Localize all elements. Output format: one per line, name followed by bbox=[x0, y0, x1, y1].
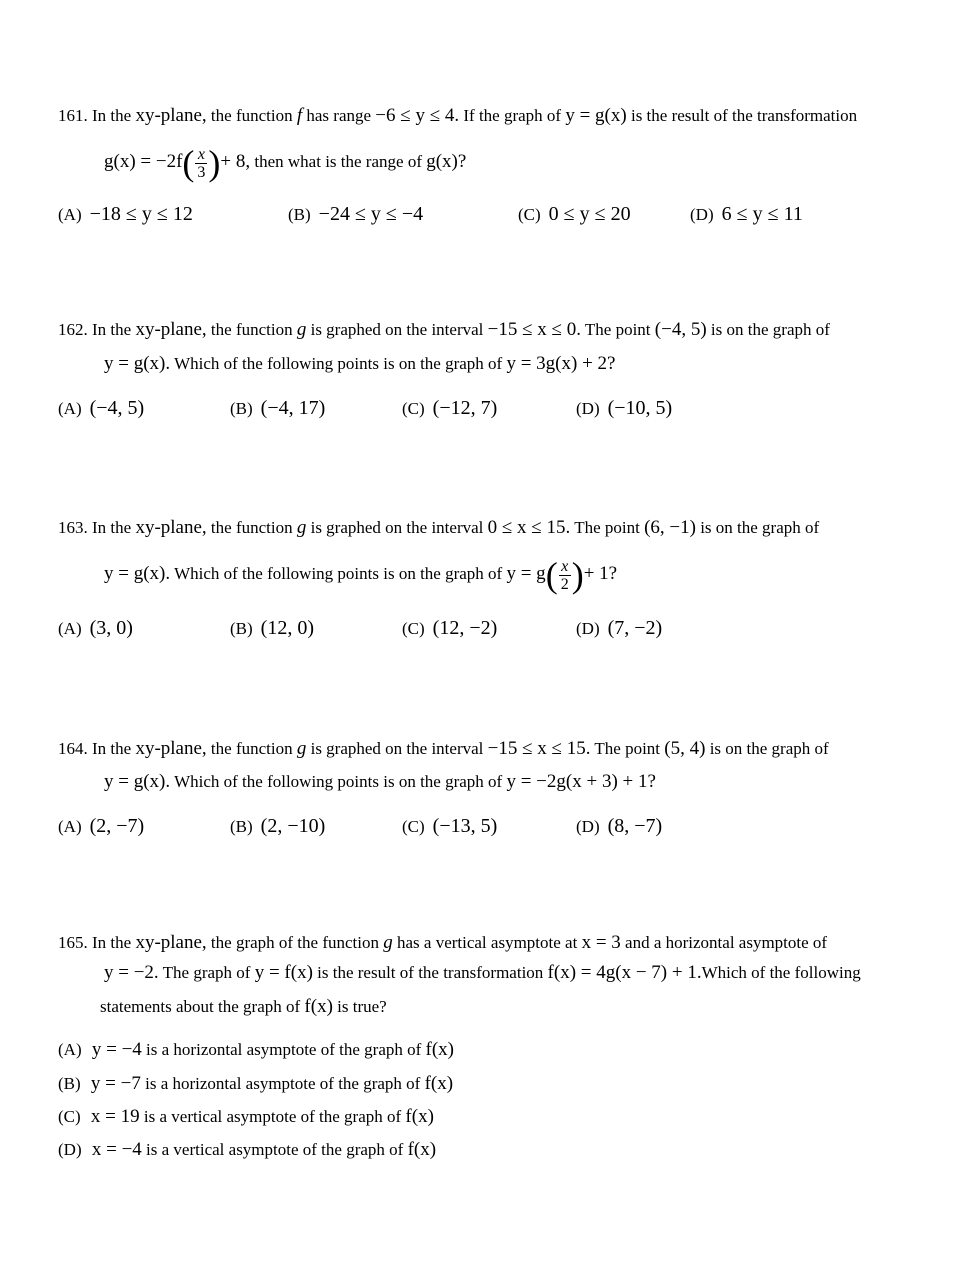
option-label: (B) bbox=[230, 817, 253, 836]
q162-stem-line2 bbox=[104, 352, 616, 376]
q163-text-e: Which of the following points is on the graph of bbox=[174, 564, 503, 583]
q165-text-a: the graph of the function bbox=[210, 933, 379, 952]
q161-paren-open: ( bbox=[182, 143, 195, 184]
q164-point: (5, 4) bbox=[664, 738, 706, 759]
q165-text-f: Which of the following bbox=[701, 963, 861, 982]
option-label: (C) bbox=[402, 619, 425, 638]
q161-transform-rhs: + 8, bbox=[220, 151, 251, 172]
q164-target: y = −2g(x + 3) + 1? bbox=[506, 771, 656, 792]
q162-lead: In the bbox=[92, 320, 132, 339]
option-value: (7, −2) bbox=[607, 617, 663, 639]
q163-text-c: The point bbox=[574, 518, 640, 537]
q161-option-d[interactable] bbox=[690, 202, 803, 227]
option-math: y = −7 bbox=[90, 1073, 141, 1094]
q162-stem-line1 bbox=[58, 318, 830, 342]
q165-option-b[interactable] bbox=[58, 1072, 453, 1096]
q164-option-a[interactable] bbox=[58, 814, 144, 839]
option-value: (3, 0) bbox=[89, 617, 133, 639]
q163-interval: 0 ≤ x ≤ 15. bbox=[487, 517, 571, 538]
q163-fraction bbox=[559, 558, 571, 593]
q163-frac-den: 2 bbox=[560, 575, 569, 593]
option-value: (2, −10) bbox=[260, 815, 326, 837]
option-label: (A) bbox=[58, 619, 82, 638]
q164-text-d: is on the graph of bbox=[709, 739, 829, 758]
q161-eq: y = g(x) bbox=[565, 105, 627, 126]
q163-stem-line2 bbox=[104, 550, 617, 598]
q162-eq: y = g(x). bbox=[104, 353, 171, 374]
q163-text-d: is on the graph of bbox=[700, 518, 820, 537]
q162-text-c: The point bbox=[584, 320, 651, 339]
q164-text-c: The point bbox=[594, 739, 661, 758]
q162-text-e: Which of the following points is on the graph of bbox=[174, 354, 503, 373]
option-label: (A) bbox=[58, 399, 82, 418]
q161-frac-num: x bbox=[195, 146, 207, 164]
q163-option-a[interactable] bbox=[58, 616, 133, 641]
q162-option-c[interactable] bbox=[402, 396, 497, 421]
q161-frac-den: 3 bbox=[197, 163, 206, 181]
q165-lead: In the bbox=[92, 933, 132, 952]
q163-text-a: the function bbox=[210, 518, 293, 537]
q163-frac-num: x bbox=[559, 558, 571, 576]
option-value: (−4, 5) bbox=[89, 397, 145, 419]
q161-lead: In the bbox=[92, 106, 132, 125]
q164-stem-line1 bbox=[58, 737, 829, 761]
option-label: (C) bbox=[518, 205, 541, 224]
option-label: (B) bbox=[58, 1074, 81, 1093]
q163-target-rhs: + 1? bbox=[583, 563, 618, 584]
option-value: −18 ≤ y ≤ 12 bbox=[89, 203, 193, 225]
q162-text-d: is on the graph of bbox=[710, 320, 830, 339]
q163-stem-line1 bbox=[58, 516, 819, 540]
option-math: x = −4 bbox=[91, 1139, 142, 1160]
option-label: (B) bbox=[230, 619, 253, 638]
q161-option-c[interactable] bbox=[518, 202, 631, 227]
q165-text-b: has a vertical asymptote at bbox=[396, 933, 578, 952]
q162-option-a[interactable] bbox=[58, 396, 144, 421]
q163-option-b[interactable] bbox=[230, 616, 314, 641]
q161-plane: xy-plane, bbox=[135, 105, 207, 126]
q161-fraction bbox=[195, 146, 207, 181]
q163-paren-close: ) bbox=[571, 555, 584, 596]
q161-text-a: the function bbox=[210, 106, 293, 125]
q163-number: 163. bbox=[58, 518, 88, 537]
q164-text-a: the function bbox=[210, 739, 293, 758]
option-value: 6 ≤ y ≤ 11 bbox=[721, 203, 803, 225]
option-label: (C) bbox=[402, 817, 425, 836]
q165-plane: xy-plane, bbox=[135, 932, 207, 953]
q165-option-c[interactable] bbox=[58, 1105, 434, 1129]
q161-text-c: If the graph of bbox=[463, 106, 562, 125]
q161-number: 161. bbox=[58, 106, 88, 125]
q165-text-h: is true? bbox=[337, 997, 387, 1016]
option-fn: f(x) bbox=[405, 1106, 434, 1127]
q161-option-b[interactable] bbox=[288, 202, 423, 227]
q164-option-d[interactable] bbox=[576, 814, 662, 839]
q161-text-b: has range bbox=[306, 106, 372, 125]
option-fn: f(x) bbox=[407, 1139, 437, 1160]
q162-point: (−4, 5) bbox=[654, 319, 707, 340]
option-value: (12, 0) bbox=[260, 617, 314, 639]
option-value: −24 ≤ y ≤ −4 bbox=[318, 203, 424, 225]
q165-fn: g bbox=[383, 932, 393, 953]
q165-text-g: statements about the graph of bbox=[100, 997, 301, 1016]
option-label: (D) bbox=[576, 399, 600, 418]
option-math: y = −4 bbox=[91, 1039, 142, 1060]
q162-option-b[interactable] bbox=[230, 396, 325, 421]
option-text: is a horizontal asymptote of the graph of bbox=[146, 1040, 422, 1059]
q165-stem-line2 bbox=[104, 961, 861, 985]
option-value: (2, −7) bbox=[89, 815, 145, 837]
option-text: is a horizontal asymptote of the graph of bbox=[145, 1074, 421, 1093]
q163-point: (6, −1) bbox=[644, 517, 696, 538]
q163-option-c[interactable] bbox=[402, 616, 497, 641]
option-label: (A) bbox=[58, 817, 82, 836]
q162-plane: xy-plane, bbox=[135, 319, 207, 340]
option-label: (A) bbox=[58, 1040, 82, 1059]
option-label: (D) bbox=[576, 817, 600, 836]
q161-text-d: is the result of the transformation bbox=[630, 106, 858, 125]
option-fn: f(x) bbox=[425, 1039, 455, 1060]
q165-number: 165. bbox=[58, 933, 88, 952]
q163-paren-open: ( bbox=[545, 555, 558, 596]
q162-interval: −15 ≤ x ≤ 0. bbox=[487, 319, 581, 340]
q165-transform: f(x) = 4g(x − 7) + 1. bbox=[547, 962, 702, 983]
q164-plane: xy-plane, bbox=[135, 738, 207, 759]
option-label: (D) bbox=[690, 205, 714, 224]
q161-target: g(x)? bbox=[426, 151, 467, 172]
q164-text-e: Which of the following points is on the graph of bbox=[174, 772, 503, 791]
option-math: x = 19 bbox=[90, 1106, 140, 1127]
q164-interval: −15 ≤ x ≤ 15. bbox=[487, 738, 591, 759]
q163-eq: y = g(x). bbox=[104, 563, 171, 584]
q163-target-lhs: y = g bbox=[506, 563, 546, 584]
q161-fn: f bbox=[296, 105, 303, 126]
q162-text-b: is graphed on the interval bbox=[310, 320, 484, 339]
q162-target: y = 3g(x) + 2? bbox=[506, 353, 616, 374]
option-value: (−4, 17) bbox=[260, 397, 326, 419]
q165-text-c: and a horizontal asymptote of bbox=[625, 933, 828, 952]
option-text: is a vertical asymptote of the graph of bbox=[143, 1107, 402, 1126]
option-label: (D) bbox=[576, 619, 600, 638]
q163-lead: In the bbox=[92, 518, 132, 537]
q161-transform-lhs: g(x) = −2f bbox=[104, 151, 183, 172]
q161-text-e: then what is the range of bbox=[254, 152, 422, 171]
q162-number: 162. bbox=[58, 320, 88, 339]
q164-option-b[interactable] bbox=[230, 814, 325, 839]
q164-fn: g bbox=[296, 738, 307, 759]
option-label: (B) bbox=[288, 205, 311, 224]
q163-text-b: is graphed on the interval bbox=[310, 518, 484, 537]
option-label: (C) bbox=[402, 399, 425, 418]
option-text: is a vertical asymptote of the graph of bbox=[146, 1140, 404, 1159]
option-value: (−12, 7) bbox=[432, 397, 498, 419]
q165-option-a[interactable] bbox=[58, 1038, 454, 1062]
q165-text-d: The graph of bbox=[162, 963, 251, 982]
q161-stem-line2 bbox=[104, 138, 466, 186]
q162-fn: g bbox=[296, 319, 307, 340]
option-value: (−13, 5) bbox=[432, 815, 498, 837]
q165-vertical-asymptote: x = 3 bbox=[581, 932, 621, 953]
q163-fn: g bbox=[296, 517, 307, 538]
q165-option-d[interactable] bbox=[58, 1138, 436, 1162]
q164-stem-line2 bbox=[104, 770, 656, 794]
q165-text-e: is the result of the transformation bbox=[317, 963, 544, 982]
q165-horizontal-asymptote: y = −2. bbox=[104, 962, 159, 983]
q165-stem-line3 bbox=[100, 995, 387, 1019]
option-value: 0 ≤ y ≤ 20 bbox=[548, 203, 631, 225]
option-value: (12, −2) bbox=[432, 617, 498, 639]
q161-paren-close: ) bbox=[208, 143, 221, 184]
q163-option-d[interactable] bbox=[576, 616, 662, 641]
q164-lead: In the bbox=[92, 739, 132, 758]
q162-option-d[interactable] bbox=[576, 396, 672, 421]
q165-fn-fx: f(x) bbox=[304, 996, 333, 1017]
q165-eq: y = f(x) bbox=[254, 962, 313, 983]
option-label: (B) bbox=[230, 399, 253, 418]
option-label: (C) bbox=[58, 1107, 81, 1126]
option-label: (D) bbox=[58, 1140, 82, 1159]
q164-text-b: is graphed on the interval bbox=[310, 739, 484, 758]
q164-number: 164. bbox=[58, 739, 88, 758]
q165-stem-line1 bbox=[58, 931, 827, 955]
q161-stem-line1 bbox=[58, 104, 857, 128]
q163-plane: xy-plane, bbox=[135, 517, 207, 538]
option-value: (8, −7) bbox=[607, 815, 663, 837]
q164-option-c[interactable] bbox=[402, 814, 497, 839]
q164-eq: y = g(x). bbox=[104, 771, 171, 792]
q161-range: −6 ≤ y ≤ 4. bbox=[375, 105, 460, 126]
option-label: (A) bbox=[58, 205, 82, 224]
option-value: (−10, 5) bbox=[607, 397, 673, 419]
q161-option-a[interactable] bbox=[58, 202, 193, 227]
q162-text-a: the function bbox=[210, 320, 293, 339]
option-fn: f(x) bbox=[424, 1073, 454, 1094]
